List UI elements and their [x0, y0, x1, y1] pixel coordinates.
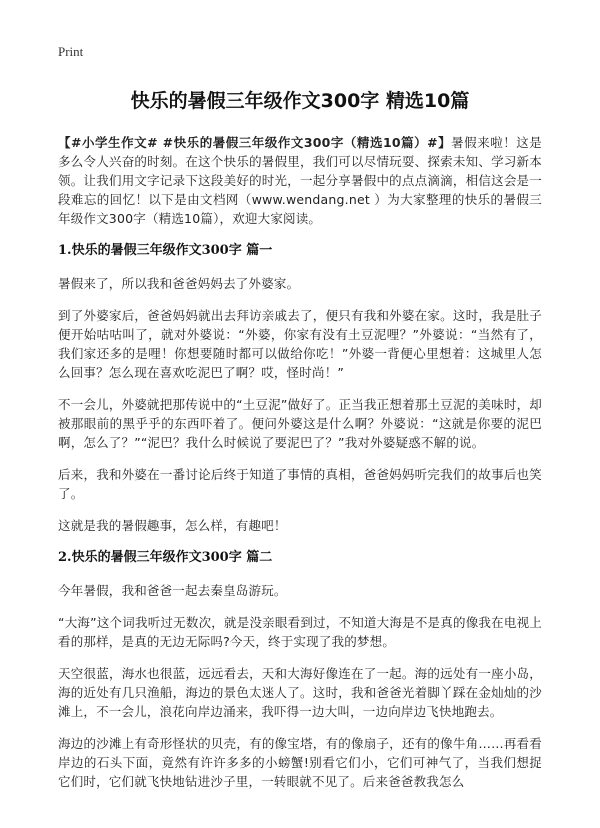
- section-2-paragraph: 今年暑假，我和爸爸一起去秦皇岛游玩。: [58, 583, 287, 598]
- intro-tag: 【#小学生作文# #快乐的暑假三年级作文300字（精选10篇）#】: [58, 135, 452, 150]
- section-1-heading: 1.快乐的暑假三年级作文300字 篇一: [58, 243, 273, 258]
- section-1-paragraph: 到了外婆家后，爸爸妈妈就出去拜访亲戚去了，便只有我和外婆在家。这时，我是肚子便开始咕咕叫了，就对外婆说：“外婆，你家有没有土豆泥哩？”外婆说：“当然有了，我们家还多的是哩！你想要随时都可以做给你吃！”外婆一背便心里想着：这城里人怎么回事？怎么现在喜欢吃泥巴了啊？哎，怪时尚！”: [58, 308, 542, 380]
- section-1-paragraph: 暑假来了，所以我和爸爸妈妈去了外婆家。: [58, 276, 300, 291]
- section-1-paragraph: 不一会儿，外婆就把那传说中的“土豆泥”做好了。正当我正想着那土豆泥的美味时，却被那眼前的黑乎乎的东西吓着了。便问外婆这是什么啊？外婆说：“这就是你要的泥巴啊，怎么了？”“泥巴？我什么时候说了要泥巴了？”我对外婆疑惑不解的说。: [58, 397, 542, 450]
- page-title: 快乐的暑假三年级作文300字 精选10篇: [130, 90, 470, 112]
- section-2-paragraph: “大海”这个词我听过无数次，就是没亲眼看到过，不知道大海是不是真的像我在电视上看的那样，是真的无边无际吗?今天，终于实现了我的梦想。: [58, 615, 542, 649]
- section-1-paragraph: 这就是我的暑假趣事，怎么样，有趣吧！: [58, 518, 287, 533]
- intro-text: 暑假来啦！这是多么令人兴奋的时刻。在这个快乐的暑假里，我们可以尽情玩耍、探索未知、学习新本领。让我们用文字记录下这段美好的时光，一起分享暑假中的点点滴滴，相信这会是一段难忘的回忆！以下是由文档网（www.wendang.net ）为大家整理的快乐的暑假三年级作文300字（精选10篇），欢迎大家阅读。: [58, 135, 542, 226]
- section-2-heading: 2.快乐的暑假三年级作文300字 篇二: [58, 550, 273, 565]
- section-2-paragraph: 海边的沙滩上有奇形怪状的贝壳，有的像宝塔，有的像扇子，还有的像牛角……再看看岸边的石头下面，竟然有许许多多的小螃蟹!别看它们小，它们可神气了，当我们想捉它们时，它们就飞快地钻进沙子里，一转眼就不见了。后来爸爸教我怎么: [58, 736, 542, 789]
- print-label[interactable]: Print: [58, 44, 84, 59]
- section-2-paragraph: 天空很蓝，海水也很蓝，远远看去，天和大海好像连在了一起。海的远处有一座小岛，海的近处有几只渔船，海边的景色太迷人了。这时，我和爸爸光着脚丫踩在金灿灿的沙滩上，不一会儿，浪花向岸边涌来，我吓得一边大叫，一边向岸边飞快地跑去。: [58, 666, 542, 719]
- intro-paragraph: [58, 133, 542, 228]
- section-1-paragraph: 后来，我和外婆在一番讨论后终于知道了事情的真相，爸爸妈妈听完我们的故事后也笑了。: [58, 467, 542, 501]
